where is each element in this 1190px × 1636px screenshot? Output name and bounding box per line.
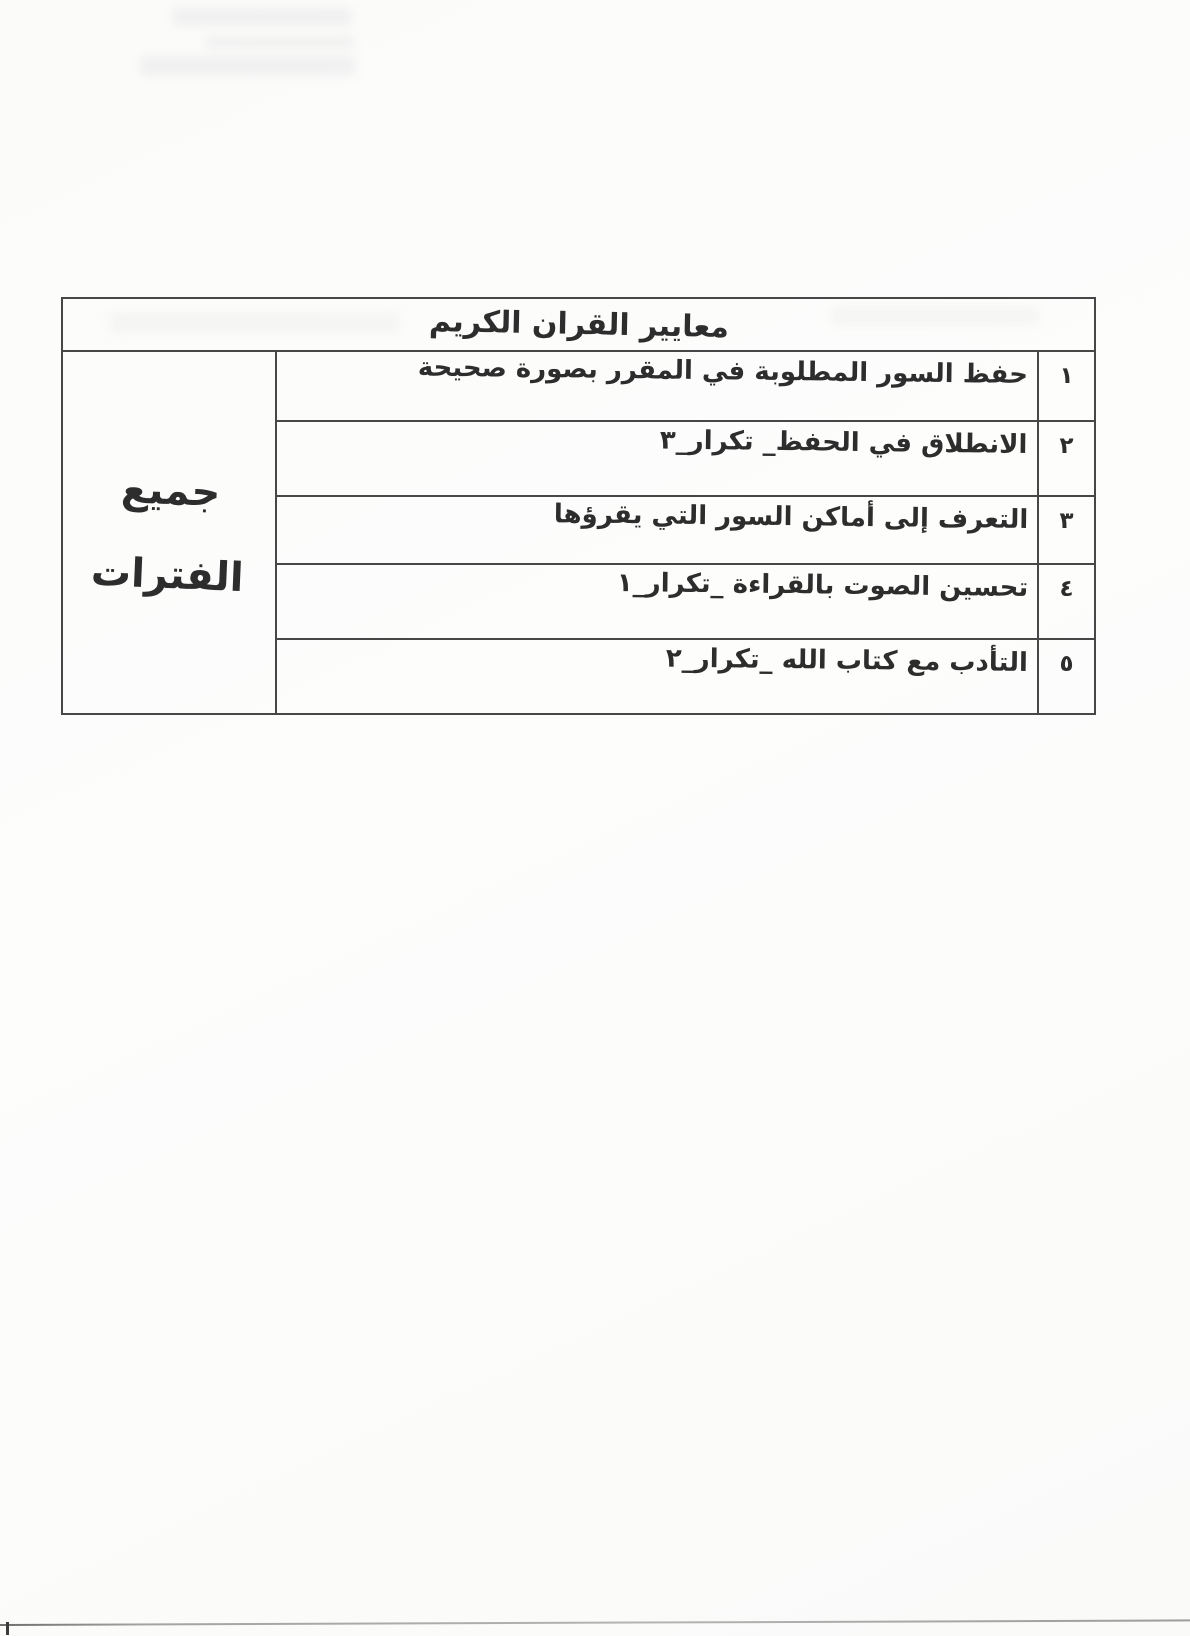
criterion-number-cell-4 (1038, 564, 1095, 639)
criterion-text-3: التعرف إلى أماكن السور التي يقرؤها (553, 499, 1029, 535)
table-title: معايير القران الكريم (428, 303, 729, 346)
scan-edge-line (0, 1619, 1190, 1626)
scan-ghost-mark (205, 36, 355, 48)
table-title-row (62, 298, 1095, 351)
criterion-text-cell-1 (276, 351, 1038, 421)
criterion-number-cell-5 (1038, 639, 1095, 714)
criterion-text-cell-2 (276, 421, 1038, 496)
scan-ghost-mark (172, 8, 352, 26)
criterion-number-4: ٤ (1059, 576, 1074, 602)
criterion-number-2: ٢ (1059, 433, 1074, 459)
period-group-cell (62, 351, 276, 714)
period-group-label (60, 466, 277, 599)
table-title-cell (62, 298, 1095, 351)
criterion-text-5: التأدب مع كتاب الله _تكرار_٢ (665, 643, 1029, 678)
criterion-text-2: الانطلاق في الحفظ_ تكرار_٣ (660, 425, 1029, 460)
criterion-text-cell-5 (276, 639, 1038, 714)
criterion-text-cell-4 (276, 564, 1038, 639)
criterion-number-cell-2 (1038, 421, 1095, 496)
criterion-number-cell-1 (1038, 351, 1095, 421)
criterion-text-cell-3 (276, 496, 1038, 564)
criterion-number-5: ٥ (1059, 651, 1074, 677)
period-group-label-line-2: الفترات (90, 548, 245, 601)
criterion-number-3: ٣ (1059, 508, 1074, 534)
scan-edge-tick (6, 1622, 9, 1635)
criterion-text-4: تحسين الصوت بالقراءة _تكرار_١ (616, 567, 1029, 603)
criterion-text-1: حفظ السور المطلوبة في المقرر بصورة صحيحة (417, 352, 1029, 390)
scan-ghost-mark (140, 56, 355, 76)
period-group-label-line-1: جميع (120, 465, 222, 516)
criterion-number-cell-3 (1038, 496, 1095, 564)
quran-criteria-table (61, 297, 1096, 715)
criterion-number-1: ١ (1059, 363, 1074, 389)
criterion-row (62, 351, 1095, 421)
